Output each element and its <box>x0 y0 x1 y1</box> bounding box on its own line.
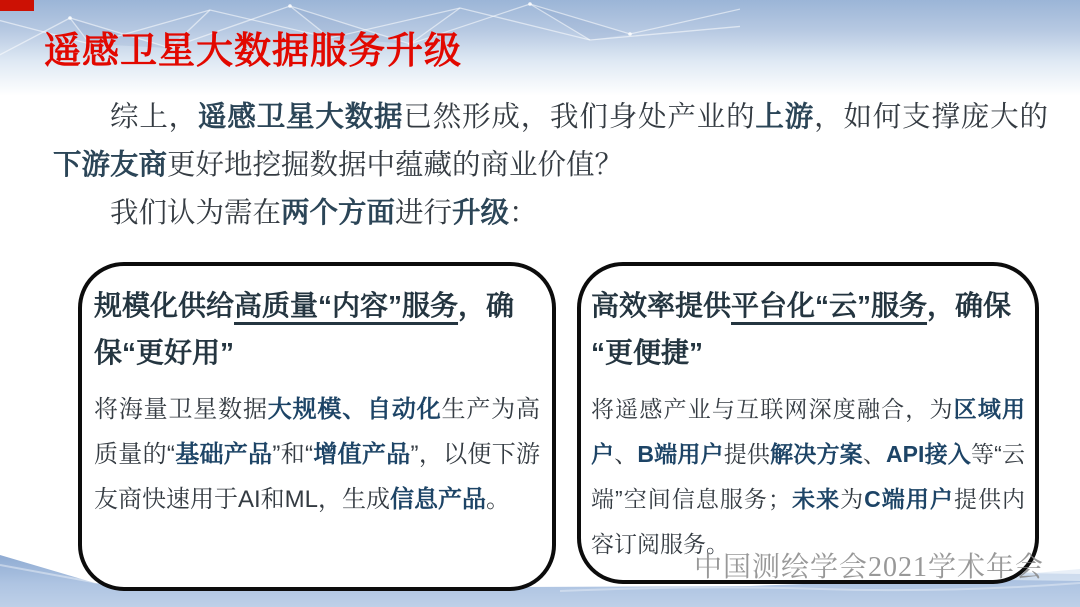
text-segment: 已然形成，我们身处产业的 <box>403 101 756 133</box>
text-segment: 增值产品 <box>313 441 411 468</box>
text-segment: C端用户 <box>864 486 954 512</box>
text-segment: 我们认为需在 <box>110 197 282 229</box>
text-segment: 、 <box>614 441 638 467</box>
intro-paragraph-2 <box>53 189 1048 237</box>
text-segment: 规模化供给 <box>94 290 235 321</box>
text-segment: 解决方案 <box>770 441 863 467</box>
slide-title: 遥感卫星大数据服务升级 <box>44 30 462 71</box>
text-segment: 区域用户 <box>591 396 1026 467</box>
text-segment: 、 <box>862 441 887 467</box>
text-segment: 大规模、自动化 <box>267 396 442 423</box>
content-service-box-body <box>94 387 540 522</box>
text-segment: ”和“ <box>272 441 314 468</box>
text-segment: 两个方面 <box>281 197 396 229</box>
red-corner-mark <box>0 0 34 11</box>
conference-watermark: 中国测绘学会2021学术年会 <box>693 552 1044 583</box>
title-banner <box>0 0 1080 96</box>
text-segment: 平台化“云”服务 <box>731 290 928 321</box>
text-segment: ，确保“更便捷” <box>591 290 1012 368</box>
text-segment: 将海量卫星数据 <box>94 396 268 423</box>
content-service-box <box>78 262 556 591</box>
text-segment: 更好地挖掘数据中蕴藏的商业价值？ <box>167 149 624 181</box>
text-segment: B端用户 <box>637 441 724 467</box>
text-segment: 提供 <box>723 441 771 467</box>
cloud-service-box <box>577 262 1039 584</box>
cloud-service-box-title <box>591 282 1025 376</box>
text-segment: 未来 <box>790 486 841 512</box>
text-segment: 等“云端”空间信息服务； <box>591 441 1025 512</box>
text-segment: 提供内容订阅服务。 <box>591 486 1026 557</box>
text-segment: ，如何支撑庞大的 <box>814 101 1048 133</box>
text-segment: 升级 <box>452 197 510 229</box>
text-segment: ”，以便下游友商快速用于AI和ML，生成 <box>94 441 541 513</box>
text-segment: 高质量“内容”服务 <box>234 290 459 321</box>
text-segment: 高效率提供 <box>591 290 732 321</box>
text-segment: 综上， <box>110 101 199 133</box>
text-segment: 遥感卫星大数据 <box>198 101 404 133</box>
text-segment: 进行 <box>395 197 453 229</box>
text-segment: 。 <box>486 486 511 513</box>
text-segment: 基础产品 <box>174 441 273 468</box>
content-service-box-title <box>94 282 540 376</box>
text-segment: 生产为高质量的“ <box>94 396 541 468</box>
text-segment: 信息产品 <box>390 486 487 513</box>
text-segment: ： <box>509 197 538 229</box>
text-segment: 为 <box>840 486 865 512</box>
text-segment: 将遥感产业与互联网深度融合，为 <box>591 396 954 422</box>
text-segment: API接入 <box>886 441 971 467</box>
cloud-service-box-body <box>591 387 1025 567</box>
text-segment: ，确保“更好用” <box>94 290 515 368</box>
text-segment: 下游友商 <box>53 149 168 181</box>
intro-text <box>53 93 1048 237</box>
text-segment: 上游 <box>755 101 815 133</box>
intro-paragraph-1 <box>53 93 1048 189</box>
